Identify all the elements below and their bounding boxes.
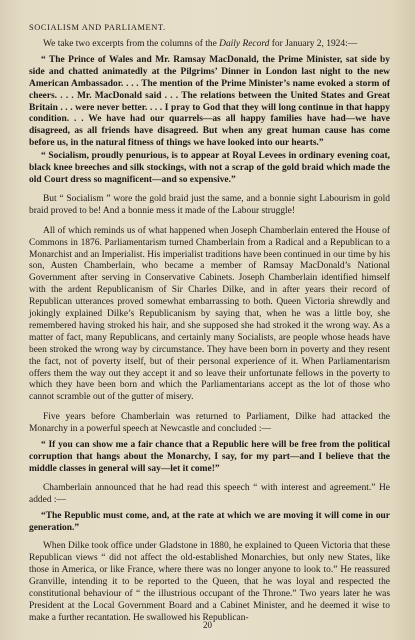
record-excerpts xyxy=(29,55,390,187)
running-head: SOCIALISM AND PARLIAMENT. xyxy=(29,23,166,32)
dilke-quote-text: “ If you can show me a fair chance that a Republic here will be free from the political corruption that hangs about the Monarchy, I say, for my part—and I believe that the middle classes in general will say—let it come!” xyxy=(29,440,390,474)
paragraph-chamberlain-agreement: Chamberlain announced that he had read this speech “ with interest and agreement.” He added :— xyxy=(29,482,390,505)
excerpt-pilgrims-dinner: “ The Prince of Wales and Mr. Ramsay MacDonald, the Prime Minister, sat side by side and chatted animatedly at the Pilgrims’ Dinner in London last night to the new American Ambassador. . . . The mention of the Prime Minister’s name evoked a storm of cheers. . . . Mr. MacDonald said . . . The relations between the United States and Great Britain . . . were never better. . . . I pray to God that they will long continue in that happy condition. . . We have had our quarrels—as all happy families have had—we have disagreed, as all friends have disagreed. But when any great human cause has come before us, in the natural fitness of things we have looked into our hearts.” xyxy=(29,54,390,149)
intro-text-before: We take two excerpts from the columns of the xyxy=(43,39,220,49)
paragraph-chamberlain: All of which reminds us of what happened when Joseph Chamberlain entered the House of Commons in 1876. Parliamentarism turned Chamberlain from a Radical and a Republican to a Monarchist and an Imperialist. His imperialist traditions have been continued in our time by his son, Austen Chamberlain, who became a member of Ramsay MacDonald’s National Government after serving in Conservative Cabinets. Joseph Chamberlain identified himself with the ardent Republicanism of Sir Charles Dilke, and in after years their record of Republican utterances proved somewhat embarrassing to both. Queen Victoria shrewdly and jokingly explained Dilke’s Republicanism by saying that, when he was a little boy, she remembered having stroked his hair, and she supposed she had stroked it the wrong way. As a matter of fact, many Republicans, and certainly many Socialists, are people whose heads have been stroked the wrong way by circumstance. They have been born in poverty and they resent the fact, not of poverty itself, but of their personal experience of it. When Parliamentarism offers them the way out they accept it and so leave their unfortunate fellows in the poverty to which they have been born and which the Parliamentarians accept as the lot of those who cannot scramble out of the gutter of misery. xyxy=(29,225,390,403)
chamberlain-quote xyxy=(29,511,390,535)
chamberlain-quote-text: “The Republic must come, and, at the rate at which we are moving it will come in our generation.” xyxy=(29,510,390,533)
paragraph-dilke-newcastle: Five years before Chamberlain was returned to Parliament, Dilke had attacked the Monarchy in a powerful speech at Newcastle and concluded :— xyxy=(29,412,390,435)
intro-text-after: for January 2, 1924:— xyxy=(269,39,358,49)
dilke-quote xyxy=(29,440,390,476)
page-number: 20 xyxy=(203,620,212,630)
excerpt-royal-levees: “ Socialism, proudly penurious, is to appear at Royal Levees in ordinary evening coat, black knee breeches and silk stockings, with not a scrap of the gold braid which made the old Court dress so magnificent—and so expensive.” xyxy=(29,151,390,185)
newspaper-title: Daily Record xyxy=(219,39,270,49)
paragraph-dilke-office: When Dilke took office under Gladstone in 1880, he explained to Queen Victoria that these Republican views “ did not affect the old-established Monarchies, but only new States, like those in America, or like France, where there was no longer anyone to look to.” He reassured Granville, intending it to be reported to the Queen, that he was loyal and respected the constitutional behaviour of “ the illustrious occupant of the Throne.” Two years later he was President at the Local Government Board and a Cabinet Minister, and he deemed it wise to make a further recantation. He swallowed his Republican- xyxy=(29,541,390,623)
paragraph-gold-braid: But “ Socialism ” wore the gold braid just the same, and a bonnie sight Labourism in gold braid proved to be! And a bonnie mess it made of the Labour struggle! xyxy=(29,193,390,216)
intro-paragraph xyxy=(29,39,390,51)
